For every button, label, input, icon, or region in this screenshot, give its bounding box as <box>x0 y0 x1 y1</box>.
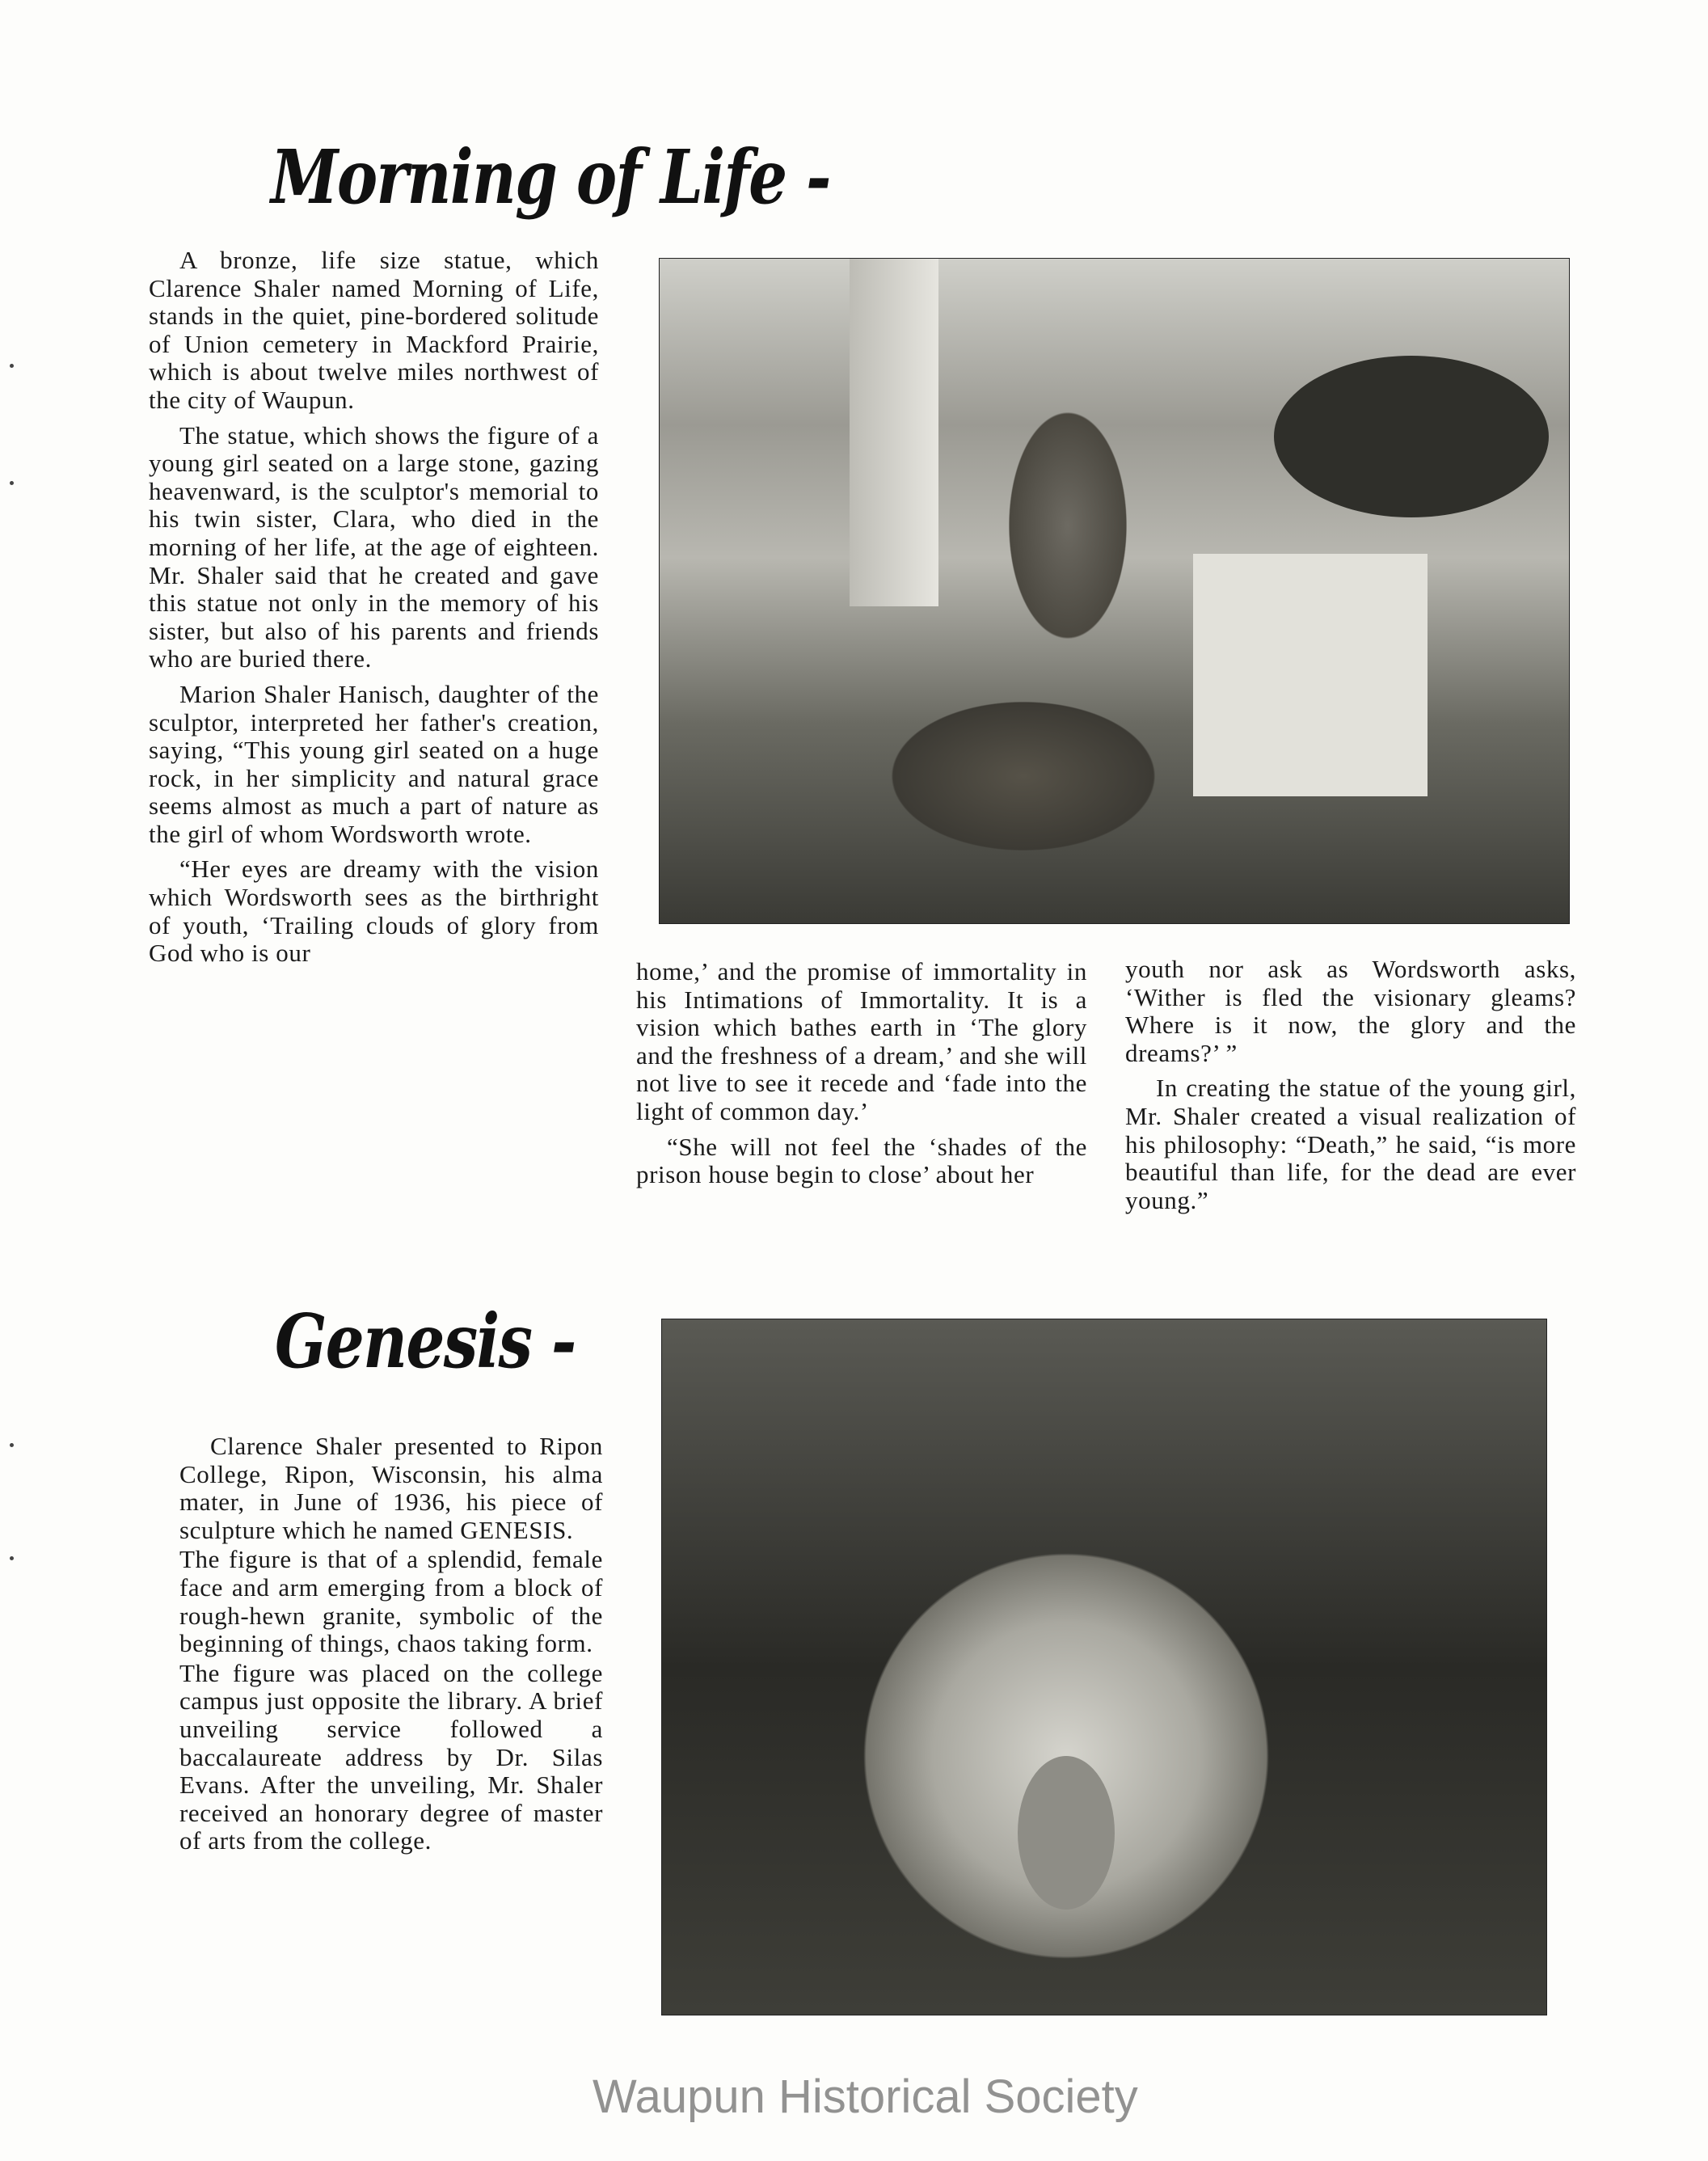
binding-hole-mark <box>10 1443 14 1447</box>
morning-of-life-heading: Morning of Life - <box>271 133 830 221</box>
binding-hole-mark <box>10 1556 14 1560</box>
paragraph: Clarence Shaler presented to Ripon College, Ripon, Wisconsin, his alma mater, in June of 1936, his piece of sculpture which he named GENESIS. <box>179 1432 603 1544</box>
paragraph: “She will not feel the ‘shades of the prison house begin to close’ about her <box>636 1132 1087 1189</box>
obelisk-monument <box>850 259 938 606</box>
paragraph: The figure was placed on the college campus just opposite the library. A brief unveiling service followed a baccalaureate address by Dr. Silas Evans. After the unveiling, Mr. Shaler received an honorary degree of master of arts from the college. <box>179 1658 603 1855</box>
watermark: Waupun Historical Society <box>593 2070 1138 2123</box>
tree-foliage <box>1274 356 1549 517</box>
paragraph: A bronze, life size statue, which Clarence Shaler named Morning of Life, stands in the quiet, pine-bordered solitude of Union cemetery in Mackford Prairie, which is about twelve miles northwest of the city of Waupun. <box>149 246 599 414</box>
genesis-sculpture-photo <box>661 1319 1547 2015</box>
sculpted-face <box>1018 1756 1115 1910</box>
binding-hole-mark <box>10 481 14 485</box>
paragraph: The statue, which shows the figure of a young girl seated on a large stone, gazing heavenward, is the sculptor's memorial to his twin sister, Clara, who died in the morning of her life, at the age of eighteen. Mr. Shaler said that he created and gave this statue not only in the memory of his sister, but also of his parents and friends who are buried there. <box>149 420 599 673</box>
binding-hole-mark <box>10 364 14 368</box>
paragraph: home,’ and the promise of immortality in his Intimations of Immortality. It is a vision which bathes earth in ‘The glory and the freshness of a dream,’ and she will not live to see it recede and ‘fade into the light of common day.’ <box>636 957 1087 1125</box>
paragraph: “Her eyes are dreamy with the vision which Wordsworth sees as the birthright of youth, ‘Trailing clouds of glory from God who is our <box>149 855 599 968</box>
paragraph: In creating the statue of the young girl, Mr. Shaler created a visual realization of his philosophy: “Death,” he said, “is more beautiful than life, for the dead are ever young.” <box>1125 1074 1576 1214</box>
genesis-column <box>179 1433 603 1863</box>
morning-of-life-statue-photo <box>659 258 1570 924</box>
article-column-right <box>1125 956 1576 1222</box>
paragraph: Marion Shaler Hanisch, daughter of the sculptor, interpreted her father's creation, saying, “This young girl seated on a huge rock, in her simplicity and natural grace seems almost as much a part of nature as the girl of whom Wordsworth wrote. <box>149 679 599 848</box>
paragraph: youth nor ask as Wordsworth asks, ‘Wither is fled the visionary gleams? Where is it now, the glory and the dreams?’ ” <box>1125 955 1576 1067</box>
headstone <box>1193 554 1428 796</box>
genesis-heading: Genesis - <box>275 1298 576 1385</box>
article-column-middle <box>636 958 1087 1197</box>
paragraph: The figure is that of a splendid, female face and arm emerging from a block of rough-hewn granite, symbolic of the beginning of things, chaos taking form. <box>179 1545 603 1658</box>
article-column-left <box>149 247 599 975</box>
